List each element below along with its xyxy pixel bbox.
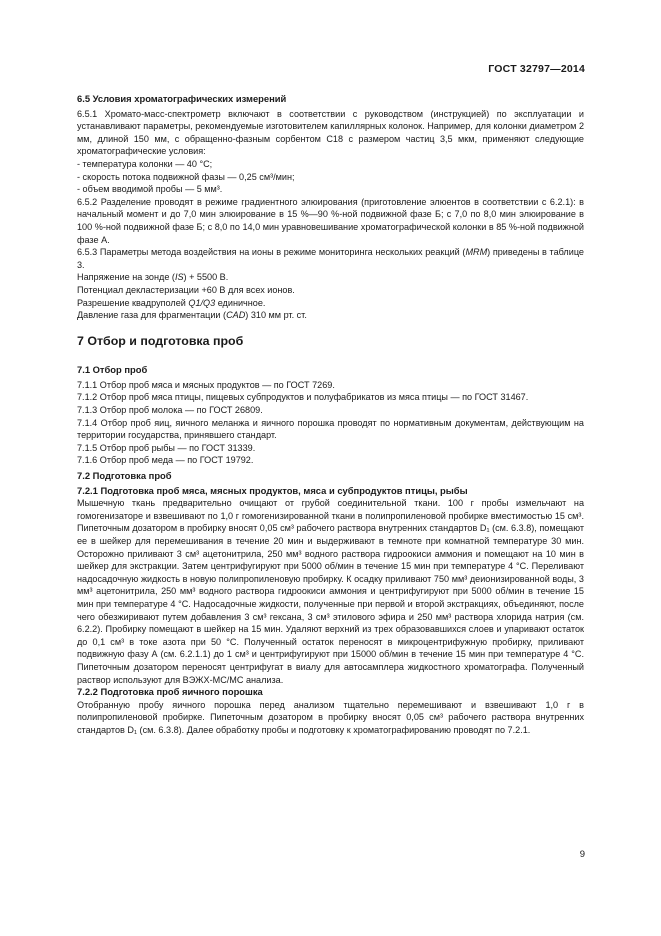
list-item: 7.1.6 Отбор проб меда — по ГОСТ 19792. (77, 455, 254, 466)
section-7-2-title: 7.2 Подготовка проб (77, 470, 172, 482)
standard-header: ГОСТ 32797—2014 (488, 63, 585, 75)
section-7-title: 7 Отбор и подготовка проб (77, 333, 244, 348)
paragraph-7-2-2: Отобранную пробу яичного порошка перед анализом тщательно перемешивают и взвешивают 1,0 г в полипропиленовой пробирке. Пипеточным дозатором в пробирку вносят 0,05 см³ рабочего раствора внутренних стандартов D₁ (см. 6.3.8). Далее обработку пробы и подготовку к хроматографированию проводят по 7.2.1. (77, 699, 584, 735)
paragraph-6-5-3: 6.5.3 Параметры метода воздействия на ионы в режиме мониторинга нескольких реакций (MRM) приведены в таблице 3. (77, 247, 584, 270)
parameter-line: Напряжение на зонде (IS) + 5500 В. (77, 272, 229, 283)
section-7-2-2-title: 7.2.2 Подготовка проб яичного порошка (77, 686, 263, 698)
parameter-line: Разрешение квадруполей Q1/Q3 единичное. (77, 297, 266, 308)
page-number: 9 (579, 849, 585, 860)
list-item: 7.1.1 Отбор проб мяса и мясных продуктов — по ГОСТ 7269. (77, 379, 335, 390)
paragraph-6-5-1: 6.5.1 Хромато-масс-спектрометр включают в соответствии с руководством (инструкцией) по эксплуатации и устанавливают параметры, рекомендуемые изготовителем капиллярных колонок. Например, для колонки диаметром 2 мм, длиной 150 мм, с обращенно-фазным сорбентом С18 с размером частиц 3,5 мкм, применяют следующие хроматографические условия: (77, 108, 584, 157)
list-item: 7.1.5 Отбор проб рыбы — по ГОСТ 31339. (77, 442, 256, 453)
list-item: 7.1.4 Отбор проб яиц, яичного меланжа и яичного порошка проводят по нормативным документам, действующим на территории государства, принявшего стандарт. (77, 417, 584, 441)
list-item: - температура колонки — 40 °С; (77, 158, 213, 169)
list-item: - объем вводимой пробы — 5 мм³. (77, 184, 223, 195)
section-6-5-title: 6.5 Условия хроматографических измерений (77, 93, 287, 104)
paragraph-7-2-1: Мышечную ткань предварительно очищают от грубой соединительной ткани. 100 г пробы измельчают на гомогенизаторе и взвешивают по 1,0 г гомогенизированной ткани в полипропиленовой пробирке вместимостью 15 см³. Пипеточным дозатором в пробирку вносят 0,05 см³ рабочего раствора внутренних стандартов D₁ (см. 6.3.8), помещают ее в шейкер для перемешивания в течение 20 мин и выдерживают в темноте при комнатной температуре 30 мин. Осторожно приливают 3 см³ ацетонитрила, 250 мм³ водного раствора гидроокиси аммония и помещают на 10 мин в шейкер для экстракции. Затем центрифугируют при 5000 об/мин в течение 15 мин при температуре 4 °С. Переливают надосадочную жидкость в новую полипропиленовую пробирку. К осадку приливают 750 мм³ деионизированной воды, 3 мм³ ацетонитрила, 250 мм³ водного раствора гидроокиси аммония и центрифугируют при 5000 об/мин в течение 15 мин при температуре 4 °С. Надосадочные жидкости, полученные при первой и второй экстракциях, объединяют, после чего обезжиривают путем добавления 3 см³ гексана, 3 см³ этилового эфира и 250 мм³ раствора хлорида натрия (см. 6.2.2). Пробирку помещают в шейкер на 15 мин. Удаляют верхний из трех образовавшихся слоев и упаривают остаток до 0,1 см³ в токе азота при 50 °С. Полученный остаток переносят в микроцентрифужную пробирку, приливают подвижную фазу А (см. 6.2.1.1) до 1 см³ и центрифугируют при 15000 об/мин в течение 15 мин при температуре 4 °С. Пипеточным дозатором переносят центрифугат в виалу для автосамплера жидкостного хроматографа. Полученный раствор используют для ВЭЖХ-МС/МС анализа. (77, 498, 584, 685)
parameter-line: Потенциал декластеризации +60 В для всех ионов. (77, 284, 295, 295)
list-item: - скорость потока подвижной фазы — 0,25 см³/мин; (77, 171, 295, 182)
section-7-2-1-title: 7.2.1 Подготовка проб мяса, мясных продуктов, мяса и субпродуктов птицы, рыбы (77, 484, 468, 496)
paragraph-6-5-2: 6.5.2 Разделение проводят в режиме градиентного элюирования (приготовление элюентов в соответствии с 6.2.1): в начальный момент и до 7,0 мин элюирование в 15 %—90 %-ной подвижной фазе Б; с 7,0 по 8,0 мин элюирование в 100 %-ной подвижной фазе Б; с 8,0 по 14,0 мин уравновешивание хроматографической колонки в 85 %-ной подвижной фазе А. (77, 196, 584, 245)
list-item: 7.1.2 Отбор проб мяса птицы, пищевых субпродуктов и полуфабрикатов из мяса птицы — по ГОСТ 31467. (77, 392, 529, 403)
section-7-1-title: 7.1 Отбор проб (77, 364, 148, 376)
parameter-line: Давление газа для фрагментации (CAD) 310 мм рт. ст. (77, 310, 307, 321)
page-content (77, 93, 584, 737)
list-item: 7.1.3 Отбор проб молока — по ГОСТ 26809. (77, 405, 263, 416)
